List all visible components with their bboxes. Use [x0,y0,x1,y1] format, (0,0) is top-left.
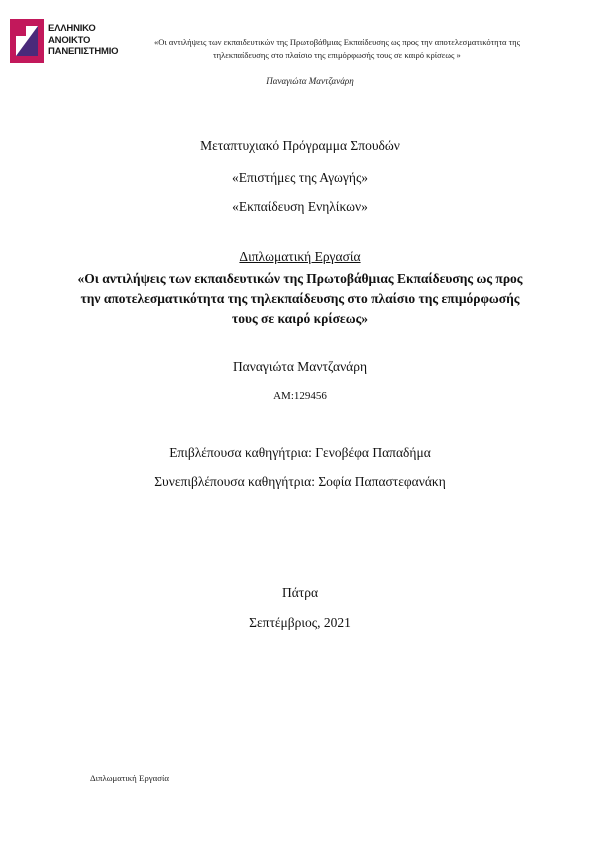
running-header-title-line-1: «Οι αντιλήψεις των εκπαιδευτικών της Πρωτοβάθμιας Εκπαίδευσης ως προς την αποτελεσματικότητα της [153,37,521,47]
author-name: Παναγιώτα Μαντζανάρη [232,359,368,374]
city: Πάτρα [281,585,319,600]
registration-number: ΑΜ:129456 [273,390,327,402]
program-field-1: «Επιστήμες της Αγωγής» [231,170,369,185]
thesis-title: «Οι αντιλήψεις των εκπαιδευτικών της Πρωτοβάθμιας Εκπαίδευσης ως προς την αποτελεσματικότητα της τηλεκπαίδευσης στο πλαίσιο της επιμόρφωσής τους σε καιρό κρίσεως» [77,271,523,326]
date: Σεπτέμβριος, 2021 [249,615,351,630]
co-supervisor: Συνεπιβλέπουσα καθηγήτρια: Σοφία Παπαστεφανάκη [154,474,446,489]
running-header-author: Παναγιώτα Μαντζανάρη [266,76,354,86]
running-header-title [92,36,582,61]
logo-line-1: ΕΛΛΗΝΙΚΟ [48,23,96,34]
running-header-title-line-2: τηλεκπαίδευσης στο πλαίσιο της επιμόρφωσής τους σε καιρό κρίσεως » [213,49,461,60]
program-name: Μεταπτυχιακό Πρόγραμμα Σπουδών [200,138,400,153]
supervisor: Επιβλέπουσα καθηγήτρια: Γενοβέφα Παπαδήμα [169,445,431,460]
thesis-type: Διπλωματική Εργασία [239,249,361,264]
program-field-2: «Εκπαίδευση Ενηλίκων» [232,199,368,214]
university-logo-mark-icon [10,19,44,63]
logo-line-2: ΑΝΟΙΚΤΟ [48,34,91,46]
page-footer: Διπλωματική Εργασία [90,773,169,783]
logo-line-3: ΠΑΝΕΠΙΣΤΗΜΙΟ [48,46,119,57]
